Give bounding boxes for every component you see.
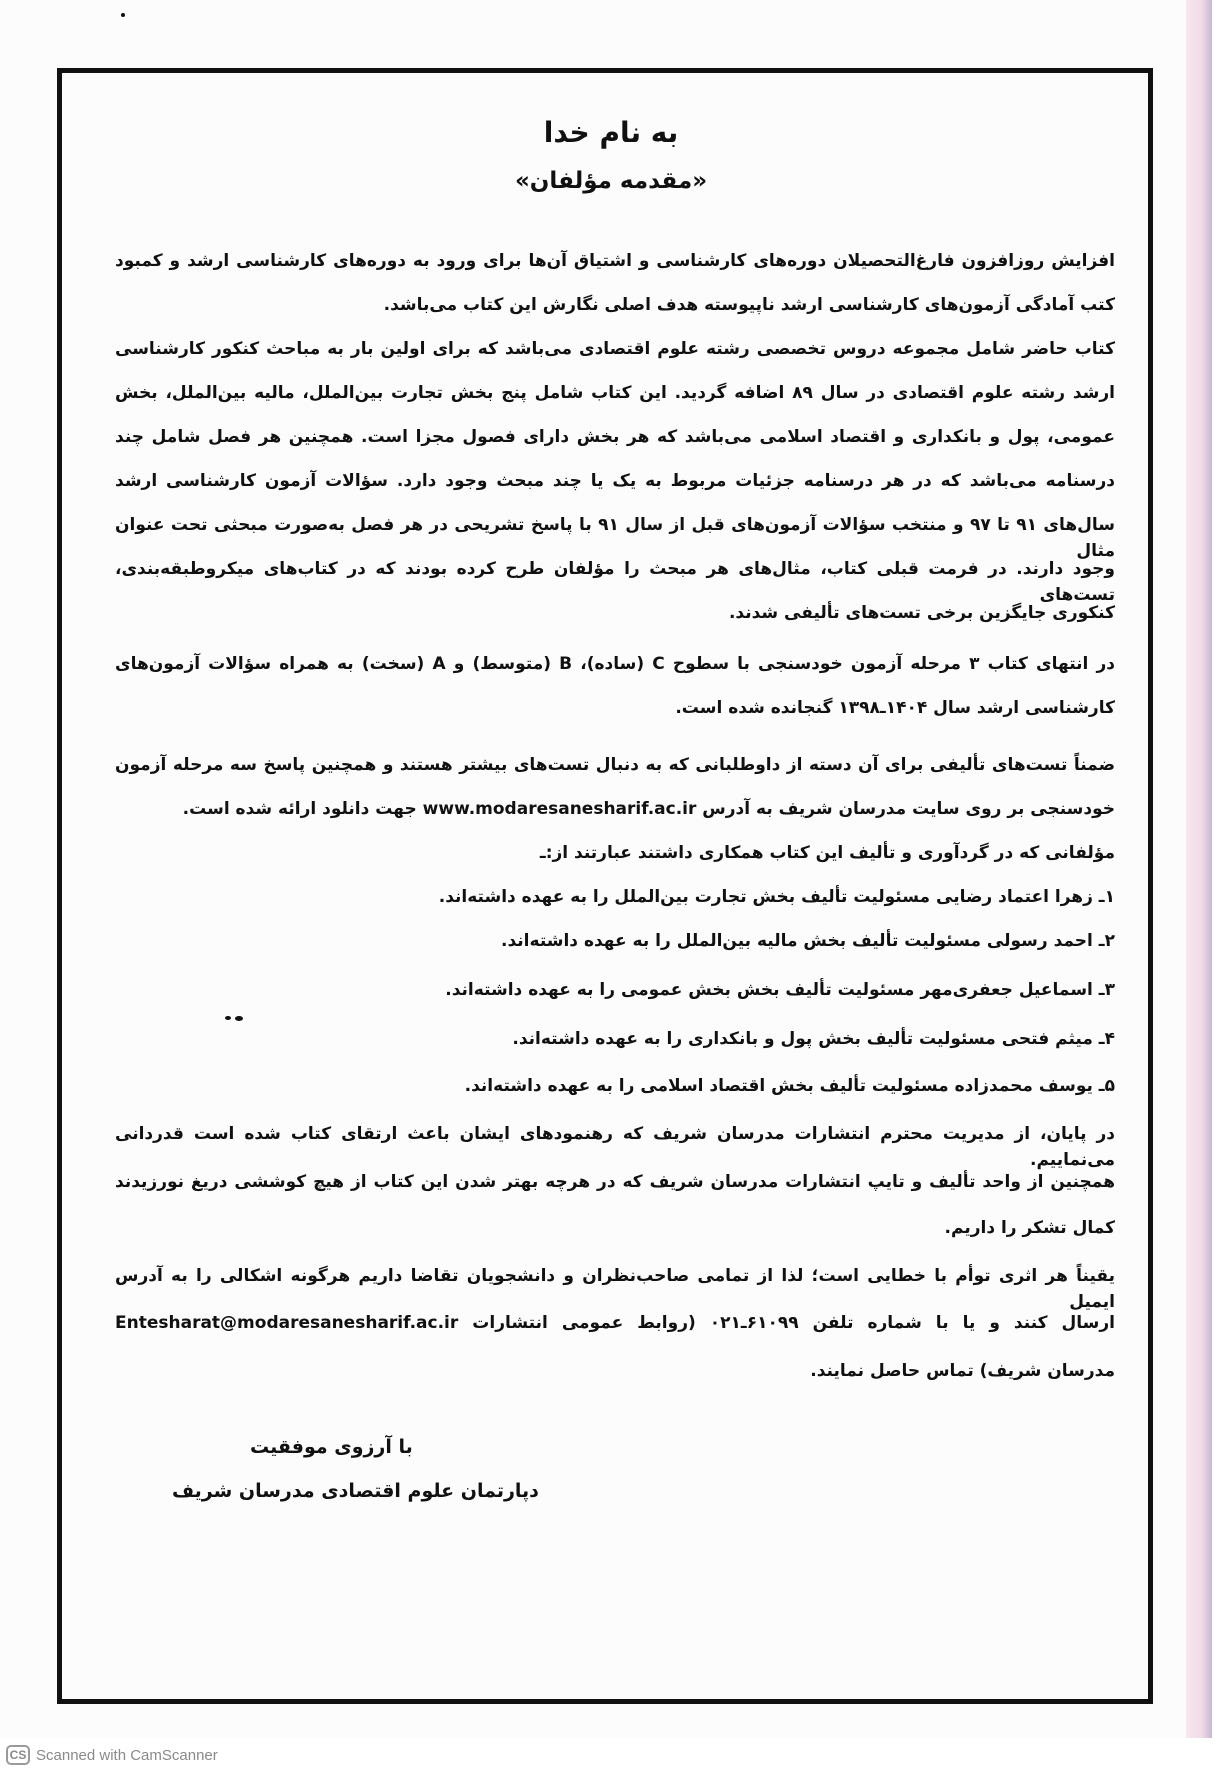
speck [225, 1016, 231, 1020]
text-line: در پایان، از مدیریت محترم انتشارات مدرسان شریف که رهنمودهای ایشان باعث ارتقای کتاب شده است قدردانی می‌نماییم. [115, 1124, 1115, 1170]
text-line: ضمناً تست‌های تألیفی برای آن دسته از داوطلبانی که به دنبال تست‌های بیشتر هستند و همچنین پاسخ سه مرحله آزمون [115, 755, 1115, 775]
contributor-item: ۱ـ زهرا اعتماد رضایی مسئولیت تألیف بخش تجارت بین‌الملل را به عهده داشته‌اند. [438, 887, 1115, 907]
contributor-item: ۲ـ احمد رسولی مسئولیت تألیف بخش مالیه بین‌الملل را به عهده داشته‌اند. [501, 931, 1115, 951]
text-line: Entesharat@modaresanesharif.ac.ir ارسال کنند و یا با شماره تلفن ۶۱۰۹۹ـ۰۲۱ (روابط عمومی انتشارات [115, 1313, 1115, 1333]
scanner-watermark [6, 1743, 218, 1767]
text-line: همچنین از واحد تألیف و تایپ انتشارات مدرسان شریف که در هرچه بهتر شدن این کتاب از هیچ کوششی دریغ نورزیدند [115, 1172, 1115, 1192]
camscanner-logo-icon: CS [6, 1745, 30, 1765]
text-line: سال‌های ۹۱ تا ۹۷ و منتخب سؤالات آزمون‌های قبل از سال ۹۱ با پاسخ تشریحی در هر فصل به‌صورت مبحثی تحت عنوان مثال [115, 515, 1116, 561]
text-line: یقیناً هر اثری توأم با خطایی است؛ لذا از تمامی صاحب‌نظران و دانشجویان تقاضا داریم هرگونه اشکالی را به آدرس ایمیل [115, 1266, 1115, 1312]
closing-wish: با آرزوی موفقیت [250, 1436, 413, 1458]
closing-signature: دپارتمان علوم اقتصادی مدرسان شریف [172, 1480, 539, 1502]
page-edge-shadow [1186, 0, 1212, 1738]
text-line: خودسنجی بر روی سایت مدرسان شریف به آدرس www.modaresanesharif.ac.ir جهت دانلود ارائه شده است. [182, 799, 1115, 819]
text-line: ارشد رشته علوم اقتصادی در سال ۸۹ اضافه گردید. این کتاب شامل پنج بخش تجارت بین‌الملل، مالیه بین‌الملل، بخش [115, 383, 1115, 403]
text-line: در انتهای کتاب ۳ مرحله آزمون خودسنجی با سطوح C (ساده)، B (متوسط) و A (سخت) به همراه سؤالات آزمون‌های [115, 654, 1115, 674]
speck [235, 1016, 243, 1021]
contributors-intro: مؤلفانی که در گردآوری و تألیف این کتاب همکاری داشتند عبارتند از:ـ [539, 843, 1115, 863]
speck [121, 13, 125, 17]
contributor-item: ۳ـ اسماعیل جعفری‌مهر مسئولیت تألیف بخش بخش عمومی را به عهده داشته‌اند. [445, 980, 1115, 1000]
text-line: عمومی، پول و بانکداری و اقتصاد اسلامی می‌باشد که هر بخش دارای فصول مجزا است. همچنین هر فصل شامل چند [115, 427, 1115, 447]
text-line: درسنامه می‌باشد که در هر درسنامه جزئیات مربوط به یک یا چند مبحث وجود دارد. سؤالات آزمون کارشناسی ارشد [115, 471, 1115, 491]
text-line: کنکوری جایگزین برخی تست‌های تألیفی شدند. [728, 603, 1115, 623]
text-line: کارشناسی ارشد سال ۱۴۰۴ـ۱۳۹۸ گنجانده شده است. [675, 698, 1115, 718]
text-line: افزایش روزافزون فارغ‌التحصیلان دوره‌های کارشناسی و اشتیاق آن‌ها برای ورود به دوره‌های کارشناسی ارشد و کمبود [115, 251, 1115, 271]
text-line: کتاب حاضر شامل مجموعه دروس تخصصی رشته علوم اقتصادی می‌باشد که برای اولین بار به مباحث کنکور کارشناسی [115, 339, 1115, 359]
text-line: وجود دارند. در فرمت قبلی کتاب، مثال‌های هر مبحث را مؤلفان طرح کرده بودند که در کتاب‌های میکروطبقه‌بندی، تست‌های [115, 559, 1115, 605]
page-title: به نام خدا [543, 116, 679, 149]
text-line: کمال تشکر را داریم. [944, 1218, 1115, 1238]
contributor-item: ۴ـ میثم فتحی مسئولیت تألیف بخش پول و بانکداری را به عهده داشته‌اند. [512, 1029, 1115, 1049]
text-line: مدرسان شریف) تماس حاصل نمایند. [810, 1361, 1115, 1381]
text-line: کتب آمادگی آزمون‌های کارشناسی ارشد ناپیوسته هدف اصلی نگارش این کتاب می‌باشد. [383, 295, 1115, 315]
contributor-item: ۵ـ یوسف محمدزاده مسئولیت تألیف بخش اقتصاد اسلامی را به عهده داشته‌اند. [464, 1076, 1115, 1096]
page-subtitle: «مقدمه مؤلفان» [514, 168, 708, 194]
scanner-label: Scanned with CamScanner [36, 1746, 218, 1764]
